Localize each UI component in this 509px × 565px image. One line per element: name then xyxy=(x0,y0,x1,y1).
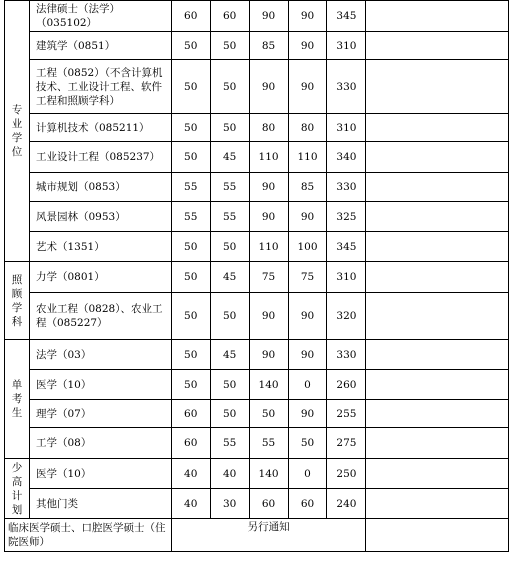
score-cell: 50 xyxy=(171,232,210,262)
empty-cell xyxy=(366,340,509,370)
score-cell: 90 xyxy=(249,1,288,32)
footer-row xyxy=(5,519,509,552)
table-row xyxy=(5,489,509,519)
program-name: 力学（0801） xyxy=(29,262,171,293)
score-cell: 50 xyxy=(210,400,249,428)
score-cell: 85 xyxy=(249,32,288,60)
score-cell: 90 xyxy=(288,202,327,232)
score-cell: 240 xyxy=(327,489,366,519)
score-cell: 250 xyxy=(327,459,366,489)
score-table xyxy=(4,0,509,552)
empty-cell xyxy=(366,262,509,293)
empty-cell xyxy=(366,293,509,340)
empty-cell xyxy=(366,60,509,114)
empty-cell xyxy=(366,489,509,519)
score-cell: 90 xyxy=(249,202,288,232)
table-row xyxy=(5,1,509,32)
score-cell: 310 xyxy=(327,262,366,293)
program-name: 计算机技术（085211） xyxy=(29,114,171,142)
table-row xyxy=(5,60,509,114)
table-row xyxy=(5,370,509,400)
score-cell: 50 xyxy=(210,60,249,114)
program-name: 艺术（1351） xyxy=(29,232,171,262)
score-cell: 50 xyxy=(210,114,249,142)
table-row xyxy=(5,173,509,202)
score-cell: 345 xyxy=(327,232,366,262)
score-cell: 90 xyxy=(288,293,327,340)
score-cell: 50 xyxy=(210,32,249,60)
score-cell: 50 xyxy=(171,60,210,114)
score-cell: 55 xyxy=(171,173,210,202)
score-cell: 60 xyxy=(288,489,327,519)
score-cell: 140 xyxy=(249,370,288,400)
score-cell: 275 xyxy=(327,428,366,459)
empty-cell xyxy=(366,519,509,552)
score-cell: 55 xyxy=(249,428,288,459)
empty-cell xyxy=(366,142,509,173)
score-cell: 60 xyxy=(171,400,210,428)
score-cell: 90 xyxy=(288,400,327,428)
score-cell: 330 xyxy=(327,340,366,370)
table-row xyxy=(5,142,509,173)
program-name: 建筑学（0851） xyxy=(29,32,171,60)
score-cell: 90 xyxy=(288,1,327,32)
empty-cell xyxy=(366,428,509,459)
score-cell: 75 xyxy=(288,262,327,293)
table-row xyxy=(5,459,509,489)
program-name: 农业工程（0828）、农业工程（085227） xyxy=(29,293,171,340)
score-cell: 30 xyxy=(210,489,249,519)
score-cell: 80 xyxy=(249,114,288,142)
table-row xyxy=(5,202,509,232)
category-label xyxy=(5,340,30,459)
score-cell: 50 xyxy=(210,370,249,400)
score-cell: 140 xyxy=(249,459,288,489)
score-cell: 310 xyxy=(327,32,366,60)
score-cell: 50 xyxy=(171,293,210,340)
table-row xyxy=(5,340,509,370)
program-name: 城市规划（0853） xyxy=(29,173,171,202)
table-row xyxy=(5,293,509,340)
score-cell: 55 xyxy=(210,173,249,202)
empty-cell xyxy=(366,232,509,262)
table-row xyxy=(5,32,509,60)
program-name: 法学（03） xyxy=(29,340,171,370)
empty-cell xyxy=(366,400,509,428)
score-cell: 50 xyxy=(171,142,210,173)
program-name: 理学（07） xyxy=(29,400,171,428)
category-text: 少高计划 xyxy=(11,461,23,516)
score-cell: 110 xyxy=(249,142,288,173)
score-cell: 50 xyxy=(171,370,210,400)
program-name: 医学（10） xyxy=(29,370,171,400)
score-cell: 50 xyxy=(210,293,249,340)
score-cell: 60 xyxy=(210,1,249,32)
score-cell: 100 xyxy=(288,232,327,262)
score-cell: 50 xyxy=(249,400,288,428)
program-name: 工学（08） xyxy=(29,428,171,459)
program-name: 医学（10） xyxy=(29,459,171,489)
category-label xyxy=(5,262,30,340)
score-cell: 75 xyxy=(249,262,288,293)
score-cell: 310 xyxy=(327,114,366,142)
score-cell: 40 xyxy=(171,489,210,519)
empty-cell xyxy=(366,114,509,142)
score-cell: 60 xyxy=(171,1,210,32)
category-text: 照顾学科 xyxy=(11,273,23,328)
score-cell: 45 xyxy=(210,262,249,293)
score-cell: 255 xyxy=(327,400,366,428)
score-cell: 90 xyxy=(249,173,288,202)
score-cell: 110 xyxy=(249,232,288,262)
score-cell: 60 xyxy=(171,428,210,459)
score-cell: 50 xyxy=(171,340,210,370)
score-cell: 50 xyxy=(171,262,210,293)
table-row xyxy=(5,428,509,459)
score-cell: 40 xyxy=(210,459,249,489)
score-cell: 0 xyxy=(288,459,327,489)
score-cell: 80 xyxy=(288,114,327,142)
score-cell: 330 xyxy=(327,60,366,114)
score-cell: 90 xyxy=(288,32,327,60)
empty-cell xyxy=(366,32,509,60)
score-cell: 90 xyxy=(249,293,288,340)
score-cell: 320 xyxy=(327,293,366,340)
program-name: 法律硕士（法学）（035102） xyxy=(29,1,171,32)
program-name: 工业设计工程（085237） xyxy=(29,142,171,173)
empty-cell xyxy=(366,202,509,232)
category-text: 专业学位 xyxy=(11,104,23,158)
category-text: 单考生 xyxy=(11,379,23,419)
score-cell: 90 xyxy=(249,60,288,114)
score-cell: 50 xyxy=(288,428,327,459)
category-label xyxy=(5,1,30,262)
empty-cell xyxy=(366,459,509,489)
score-cell: 50 xyxy=(171,114,210,142)
footer-note: 另行通知 xyxy=(171,519,366,552)
table-row xyxy=(5,114,509,142)
program-name: 风景园林（0953） xyxy=(29,202,171,232)
score-cell: 330 xyxy=(327,173,366,202)
table-row xyxy=(5,232,509,262)
empty-cell xyxy=(366,370,509,400)
program-name: 工程（0852）（不含计算机技术、工业设计工程、软件工程和照顾学科） xyxy=(29,60,171,114)
category-label xyxy=(5,459,30,519)
empty-cell xyxy=(366,173,509,202)
score-cell: 45 xyxy=(210,340,249,370)
score-cell: 90 xyxy=(288,60,327,114)
score-cell: 260 xyxy=(327,370,366,400)
score-cell: 45 xyxy=(210,142,249,173)
score-cell: 110 xyxy=(288,142,327,173)
table-row xyxy=(5,400,509,428)
score-cell: 90 xyxy=(249,340,288,370)
score-cell: 55 xyxy=(210,202,249,232)
score-cell: 55 xyxy=(210,428,249,459)
score-cell: 85 xyxy=(288,173,327,202)
score-cell: 55 xyxy=(171,202,210,232)
program-name: 其他门类 xyxy=(29,489,171,519)
score-cell: 0 xyxy=(288,370,327,400)
score-cell: 90 xyxy=(288,340,327,370)
score-cell: 50 xyxy=(210,232,249,262)
empty-cell xyxy=(366,1,509,32)
footer-program-name: 临床医学硕士、口腔医学硕士（住院医师） xyxy=(5,519,172,552)
score-cell: 340 xyxy=(327,142,366,173)
score-cell: 345 xyxy=(327,1,366,32)
score-cell: 325 xyxy=(327,202,366,232)
score-cell: 60 xyxy=(249,489,288,519)
score-cell: 40 xyxy=(171,459,210,489)
score-cell: 50 xyxy=(171,32,210,60)
table-row xyxy=(5,262,509,293)
